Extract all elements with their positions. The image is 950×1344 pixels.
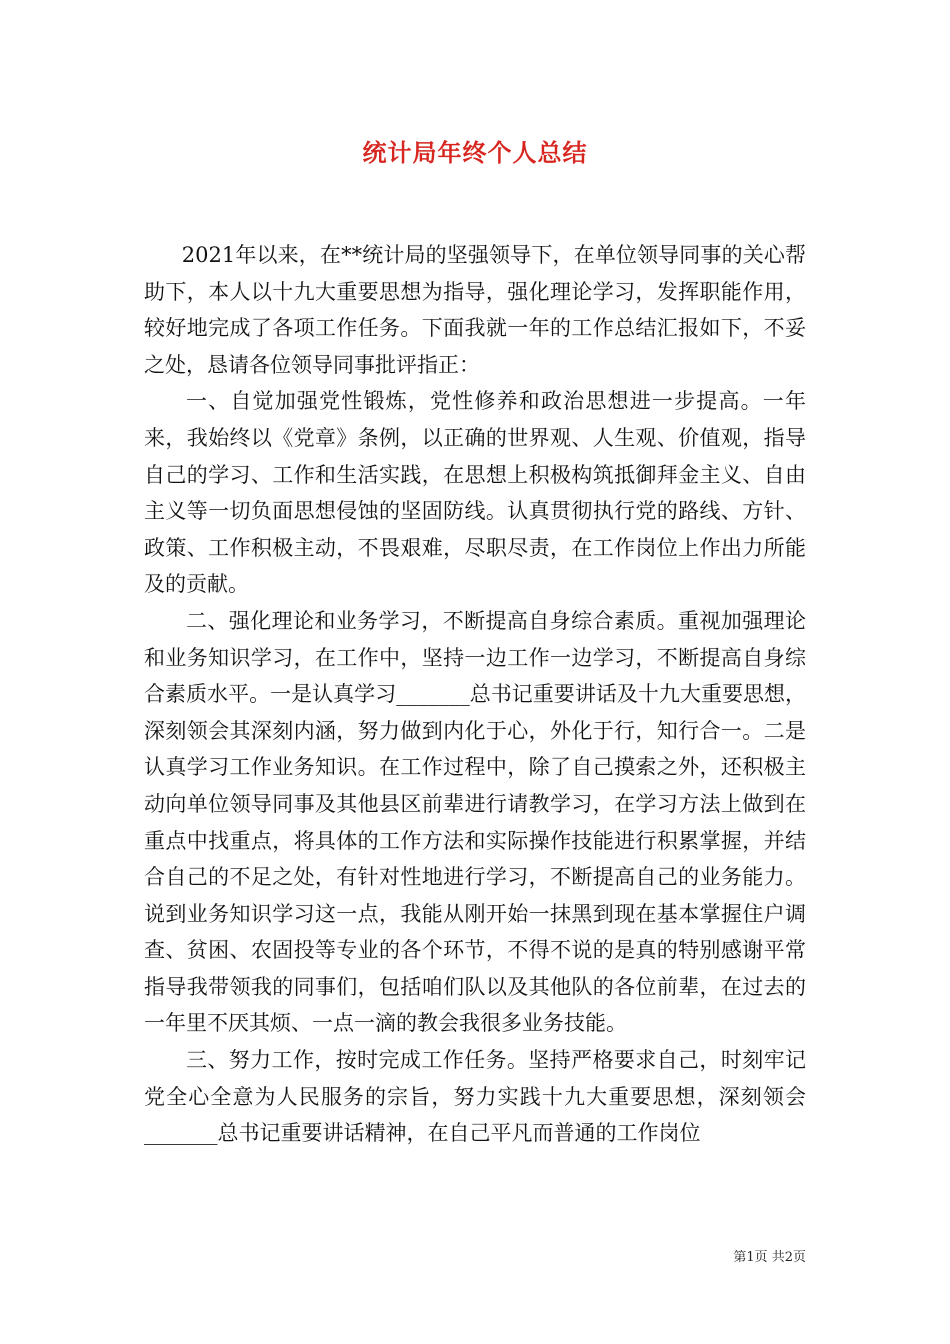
- document-title: 统计局年终个人总结: [362, 138, 588, 167]
- paragraph-section-2: 二、强化理论和业务学习，不断提高自身综合素质。重视加强理论和业务知识学习，在工作中，坚持一边工作一边学习，不断提高自身综合素质水平。一是认真学习_______总书记重要讲话及十九大重要思想，深刻领会其深刻内涵，努力做到内化于心，外化于行，知行合一。二是认真学习工作业务知识。在工作过程中，除了自己摸索之外，还积极主动向单位领导同事及其他县区前辈进行请教学习，在学习方法上做到在重点中找重点，将具体的工作方法和实际操作技能进行积累掌握，并结合自己的不足之处，有针对性地进行学习，不断提高自己的业务能力。说到业务知识学习这一点，我能从刚开始一抹黑到现在基本掌握住户调查、贫困、农固投等专业的各个环节，不得不说的是真的特别感谢平常指导我带领我的同事们，包括咱们队以及其他队的各位前辈，在过去的一年里不厌其烦、一点一滴的教会我很多业务技能。: [144, 608, 806, 1036]
- paragraph-section-3: 三、努力工作，按时完成工作任务。坚持严格要求自己，时刻牢记党全心全意为人民服务的宗旨，努力实践十九大重要思想，深刻领会_______总书记重要讲话精神，在自己平凡而普通的工作岗位: [144, 1048, 806, 1146]
- page-number: 第1页 共2页: [733, 1250, 806, 1265]
- paragraph-section-1: 一、自觉加强党性锻炼，党性修养和政治思想进一步提高。一年来，我始终以《党章》条例，以正确的世界观、人生观、价值观，指导自己的学习、工作和生活实践，在思想上积极构筑抵御拜金主义、自由主义等一切负面思想侵蚀的坚固防线。认真贯彻执行党的路线、方针、政策、工作积极主动，不畏艰难，尽职尽责，在工作岗位上作出力所能及的贡献。: [144, 389, 806, 597]
- paragraph-intro: 2021年以来，在**统计局的坚强领导下，在单位领导同事的关心帮助下，本人以十九大重要思想为指导，强化理论学习，发挥职能作用，较好地完成了各项工作任务。下面我就一年的工作总结汇报如下，不妥之处，恳请各位领导同事批评指正：: [144, 243, 806, 377]
- document-body: [144, 237, 806, 1152]
